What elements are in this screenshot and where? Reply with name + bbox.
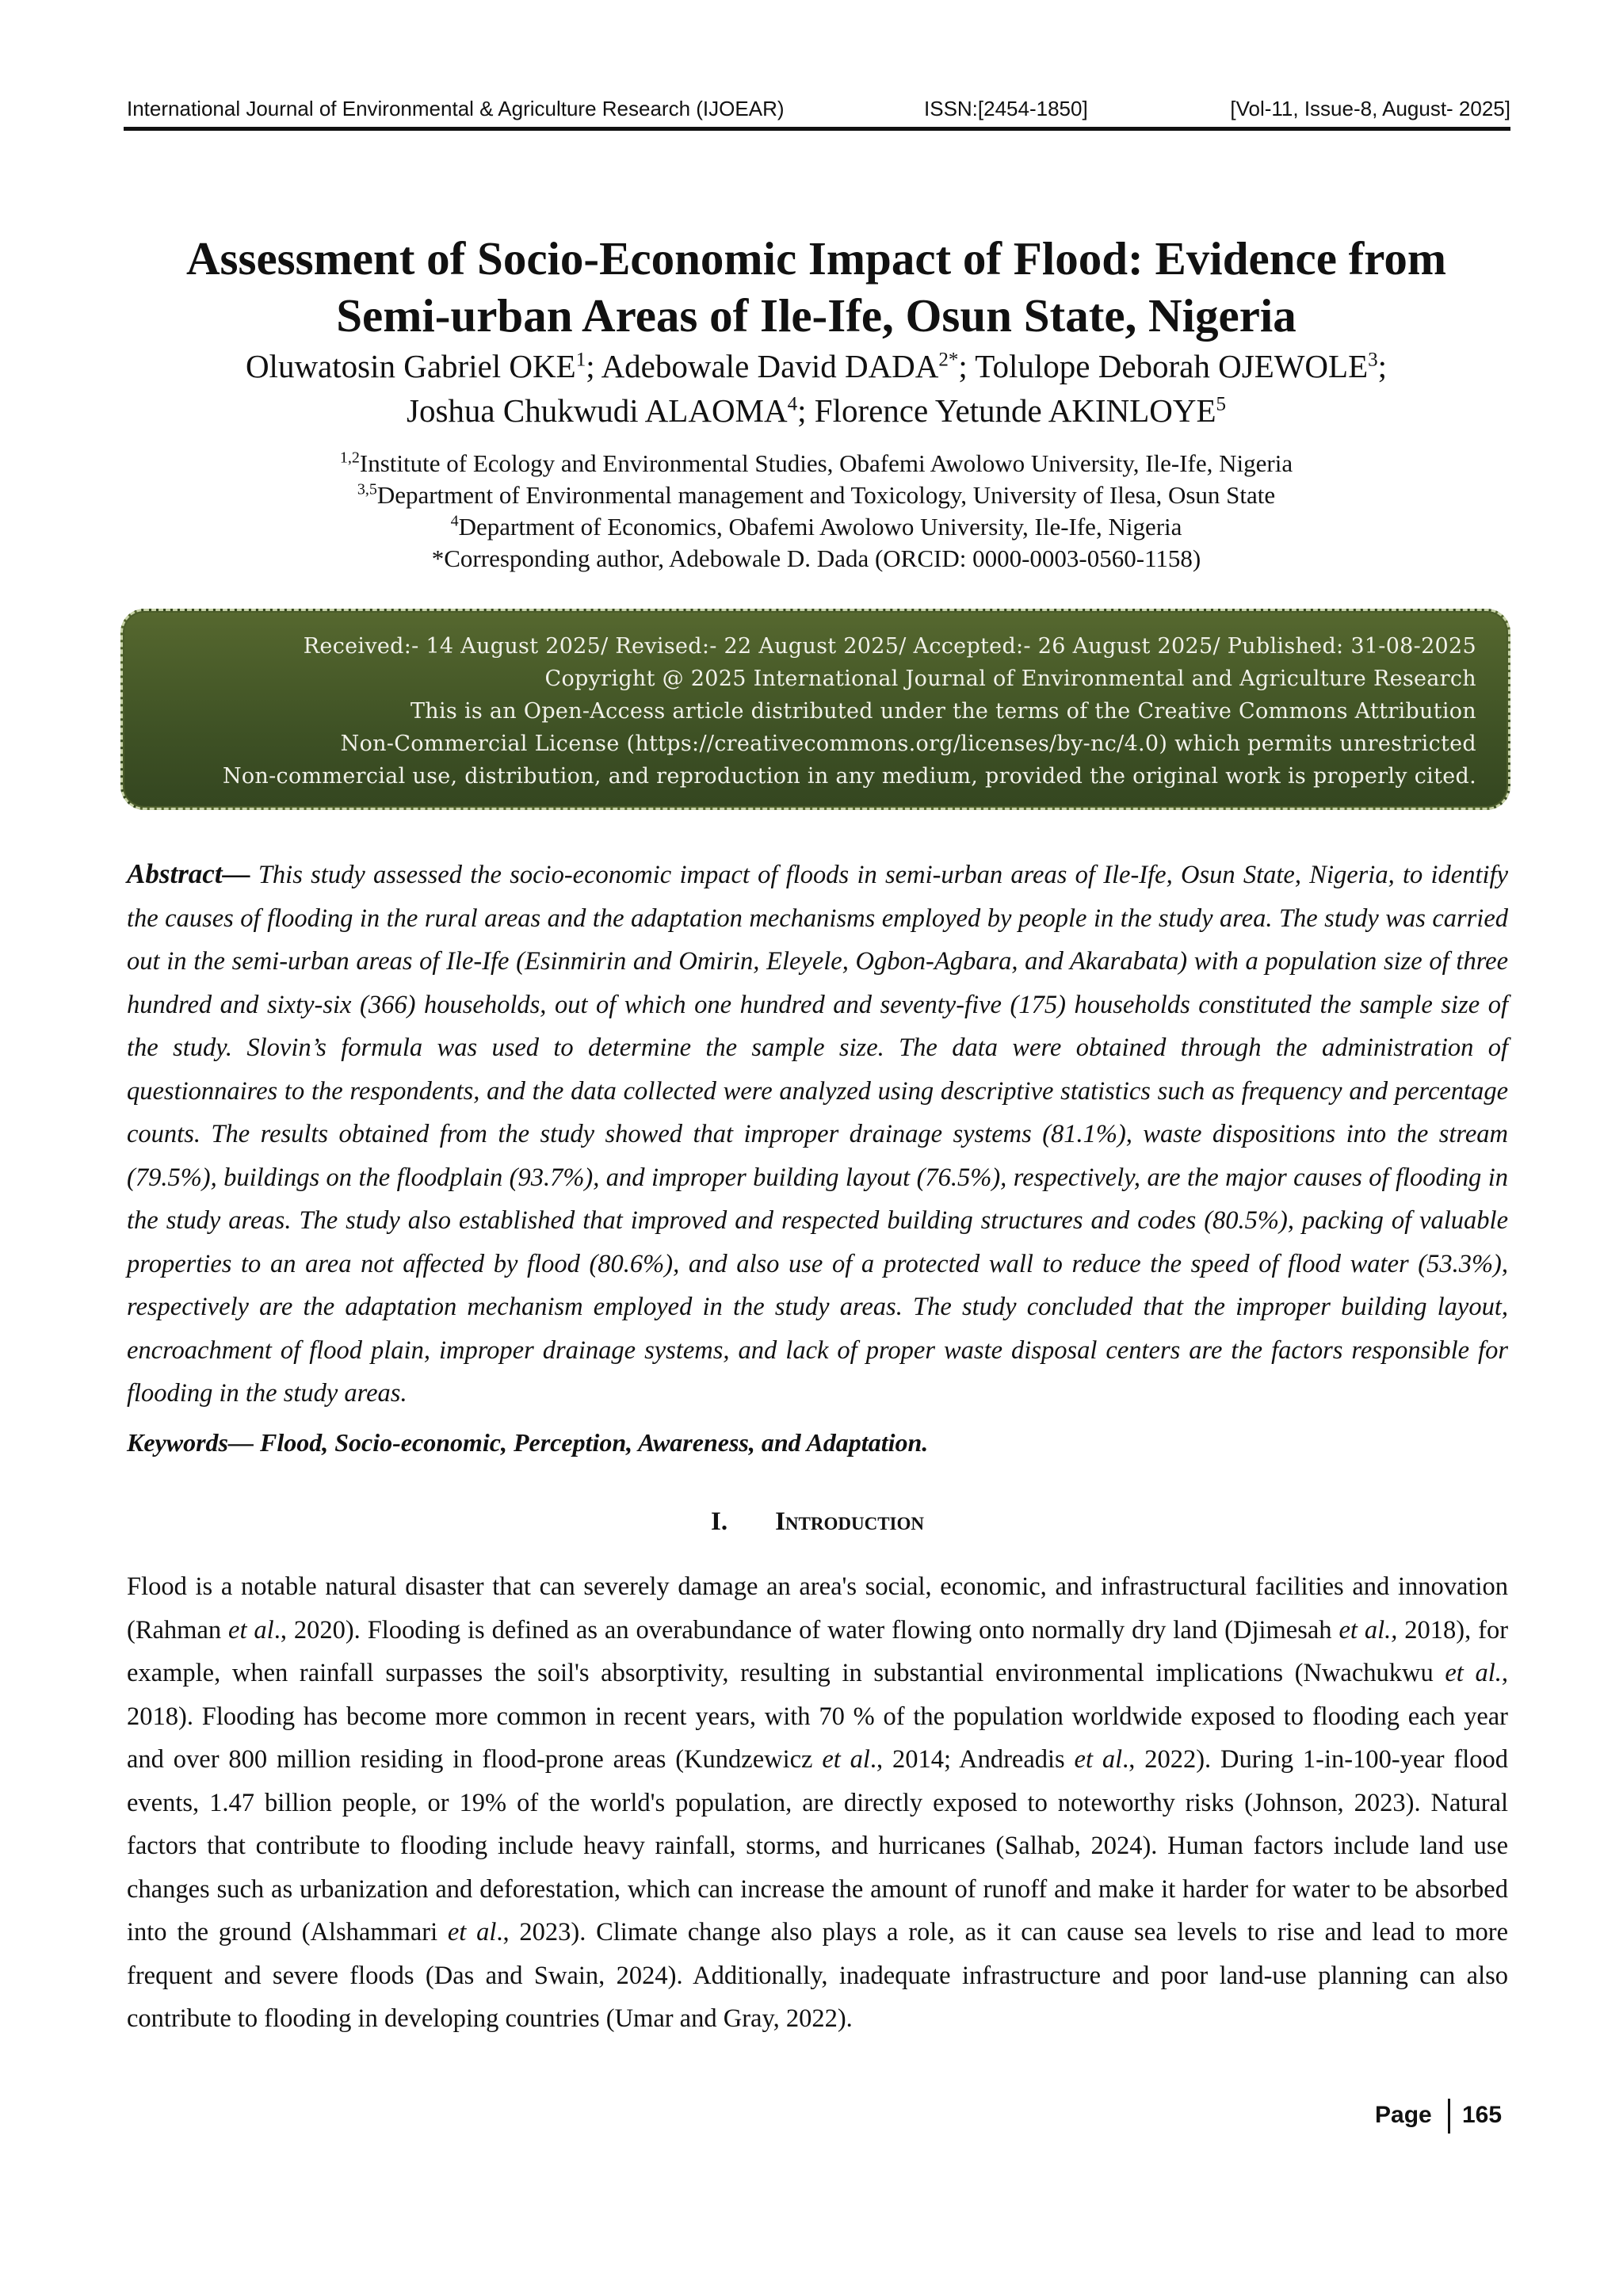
authors-line-1 — [95, 344, 1537, 388]
intro-etal-6: et al — [447, 1918, 497, 1946]
affiliation-3-sup: 4 — [450, 512, 459, 530]
affiliation-3 — [95, 511, 1537, 543]
intro-text-5: ., 2014; Andreadis — [869, 1745, 1075, 1774]
title-line-1: Assessment of Socio-Economic Impact of Flood: Evidence from — [185, 232, 1447, 285]
intro-text-1: Flood is a notable natural disaster that can severely damage an area's social, economic, and infrastructural facilities and innovation (Rahman — [127, 1572, 1508, 1645]
author-2-sup: 2* — [938, 349, 959, 371]
intro-etal-2: et al., — [1338, 1615, 1398, 1645]
intro-etal-5: et al — [1074, 1745, 1123, 1774]
authors-line-2 — [95, 388, 1537, 433]
abstract-label: Abstract— — [127, 858, 250, 889]
affiliations — [95, 448, 1537, 575]
intro-text-4: 2018). Flooding has become more common in recent years, with 70 % of the population worldwide exposed to flooding each year and over 800 million residing in flood-prone areas (Kundzewicz — [127, 1702, 1508, 1774]
affiliation-1-sup: 1,2 — [339, 449, 360, 467]
intro-etal-3: et al., — [1445, 1659, 1508, 1687]
author-4-sup: 4 — [787, 393, 798, 415]
banner-copyright: Copyright @ 2025 International Journal of Environmental and Agriculture Research — [544, 667, 1476, 691]
affiliation-2 — [95, 479, 1537, 511]
volume-issue: [Vol-11, Issue-8, August- 2025] — [1230, 97, 1510, 120]
author-1: Oluwatosin Gabriel OKE — [245, 348, 576, 384]
page-footer — [1375, 2099, 1518, 2138]
affiliation-1-text: Institute of Ecology and Environmental Studies, Obafemi Awolowo University, Ile-Ife, Nigeria — [359, 449, 1293, 477]
affiliation-1 — [95, 448, 1537, 479]
intro-text-3: 2018), for example, when rainfall surpasses the soil's absorptivity, resulting in substantial environmental implications (Nwachukwu — [127, 1615, 1509, 1687]
banner-license-2: Non-Commercial License (https://creativecommons.org/licenses/by-nc/4.0) which permits unrestricted — [340, 732, 1476, 756]
header-rule — [124, 127, 1510, 131]
section-title: Introduction — [775, 1507, 924, 1536]
issn: ISSN:[2454-1850] — [924, 97, 1088, 120]
banner-text — [223, 630, 1476, 793]
running-header — [124, 94, 1510, 130]
title-line-2: Semi-urban Areas of Ile-Ife, Osun State, Nigeria — [336, 289, 1296, 342]
banner-license-3: Non-commercial use, distribution, and reproduction in any medium, provided the original work is properly cited. — [222, 764, 1476, 789]
abstract-text: This study assessed the socio-economic impact of floods in semi-urban areas of Ile-Ife, Osun State, Nigeria, to identify the causes of flooding in the rural areas and the adaptation mechanisms employed by people in the study area. The study was carried out in the semi-urban areas of Ile-Ife (Esinmirin and Omirin, Eleyele, Ogbon-Agbara, and Akarabata) with a population size of three hundred and sixty-six (366) households, out of which one hundred and seventy-five (175) households constituted the sample size of the study. Slovin’s formula was used to determine the sample size. The data were obtained through the administration of questionnaires to the respondents, and the data collected were analyzed using descriptive statistics such as frequency and percentage counts. The results obtained from the study showed that improper drainage systems (81.1%), waste dispositions into the stream (79.5%), buildings on the floodplain (93.7%), and improper building layout (76.5%), respectively, are the major causes of flooding in the study areas. The study also established that improved and respected building structures and codes (80.5%), packing of valuable properties to an area not affected by flood (80.6%), and also use of a protected wall to reduce the speed of flood water (53.3%), respectively are the adaptation mechanism employed in the study areas. The study concluded that the improper building layout, encroachment of flood plain, improper drainage systems, and lack of proper waste disposal centers are the factors responsible for flooding in the study areas. — [127, 861, 1509, 1408]
section-heading-introduction — [127, 1504, 1508, 1539]
publication-info-banner — [120, 609, 1510, 810]
affiliation-2-text: Department of Environmental management and Toxicology, University of Ilesa, Osun State — [376, 481, 1276, 509]
abstract — [127, 853, 1508, 1415]
author-2: ; Adebowale David DADA — [586, 348, 939, 384]
intro-text-2: ., 2020). Flooding is defined as an overabundance of water flowing onto normally dry land (Djimesah — [273, 1615, 1339, 1645]
affiliation-3-text: Department of Economics, Obafemi Awolowo University, Ile-Ife, Nigeria — [458, 513, 1182, 541]
section-number: I. — [710, 1507, 728, 1536]
paper-title — [95, 230, 1537, 344]
intro-etal-1: et al — [228, 1615, 274, 1645]
affiliation-2-sup: 3,5 — [357, 480, 377, 499]
author-list — [95, 344, 1537, 433]
author-3-sup: 3 — [1368, 349, 1378, 371]
footer-separator — [1448, 2099, 1450, 2134]
author-3: ; Tolulope Deborah OJEWOLE — [958, 348, 1369, 384]
author-1-sup: 1 — [575, 349, 586, 371]
author-3-end: ; — [1377, 348, 1388, 384]
author-5: ; Florence Yetunde AKINLOYE — [797, 392, 1216, 429]
page-label: Page — [1375, 2102, 1432, 2128]
intro-etal-4: et al — [822, 1745, 870, 1774]
intro-text-7: ., 2023). Climate change also plays a role, as it can cause sea levels to rise and lead to more frequent and severe floods (Das and Swain, 2024). Additionally, inadequate infrastructure and poor land-use planning can also contribute to flooding in developing countries (Umar and Gray, 2022). — [127, 1918, 1508, 2033]
author-4: Joshua Chukwudi ALAOMA — [406, 392, 788, 429]
corresponding-author: *Corresponding author, Adebowale D. Dada (ORCID: 0000-0003-0560-1158) — [431, 544, 1201, 572]
journal-name: International Journal of Environmental & Agriculture Research (IJOEAR) — [127, 97, 785, 120]
banner-license-1: This is an Open-Access article distributed under the terms of the Creative Commons Attribution — [410, 699, 1476, 724]
keywords: Keywords— Flood, Socio-economic, Perception, Awareness, and Adaptation. — [127, 1428, 929, 1457]
banner-dates: Received:- 14 August 2025/ Revised:- 22 August 2025/ Accepted:- 26 August 2025/ Published: 31-08-2025 — [303, 634, 1476, 659]
page-number: 165 — [1462, 2102, 1503, 2128]
author-5-sup: 5 — [1216, 393, 1227, 415]
intro-text-6: ., 2022). During 1-in-100-year flood events, 1.47 billion people, or 19% of the world's population, are directly exposed to noteworthy risks (Johnson, 2023). Natural factors that contribute to flooding include heavy rainfall, storms, and hurricanes (Salhab, 2024). Human factors include land use changes such as urbanization and deforestation, which can increase the amount of runoff and make it harder for water to be absorbed into the ground (Alshammari — [127, 1745, 1509, 1946]
introduction-paragraph — [127, 1565, 1508, 2041]
